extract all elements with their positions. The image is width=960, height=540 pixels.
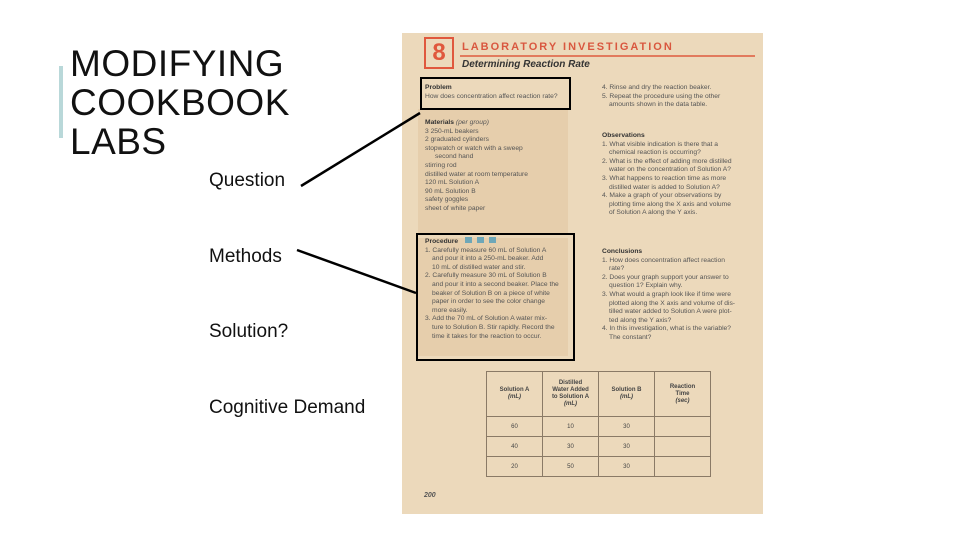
page-number: 200	[424, 492, 436, 499]
materials-item: distilled water at room temperature	[425, 170, 528, 178]
procedure-line: 2. Carefully measure 30 mL of Solution B	[425, 272, 547, 280]
conclusion-line: question 1? Explain why.	[609, 282, 683, 290]
title-line-2: COOKBOOK	[70, 82, 290, 123]
materials-item: sheet of white paper	[425, 204, 486, 212]
procedure-heading: Procedure	[425, 238, 459, 245]
procedure-line: beaker of Solution B on a piece of white	[432, 289, 550, 297]
table-header: Solution B (mL)	[599, 372, 655, 417]
conclusion-line: The constant?	[609, 333, 652, 341]
lab-subtitle: Determining Reaction Rate	[462, 59, 590, 70]
materials-qualifier: (per group)	[455, 119, 489, 126]
procedure-line: 1. Carefully measure 60 mL of Solution A	[425, 246, 547, 254]
table-cell: 50	[543, 457, 599, 477]
investigation-number: 8	[424, 37, 454, 69]
materials-item: stopwatch or watch with a sweep	[425, 144, 523, 152]
table-cell: 20	[487, 457, 543, 477]
title-line-1: MODIFYING	[70, 43, 285, 84]
conclusion-line: plotted along the X axis and volume of dis-	[609, 299, 736, 307]
table-cell: 60	[487, 417, 543, 437]
label-solution: Solution?	[209, 321, 289, 342]
procedure-line: and pour it into a 250-mL beaker. Add	[432, 255, 544, 263]
procedure-line: 10 mL of distilled water and stir.	[432, 263, 526, 271]
observation-line: water on the concentration of Solution A?	[609, 166, 731, 174]
table-header: Distilled Water Added to Solution A (mL)	[543, 372, 599, 417]
label-cognitive-demand: Cognitive Demand	[209, 397, 366, 418]
observation-line: 3. What happens to reaction time as more	[602, 174, 727, 182]
table-cell: 30	[599, 417, 655, 437]
materials-item: 3 250-mL beakers	[425, 127, 479, 135]
problem-heading: Problem	[425, 84, 452, 91]
conclusions-heading: Conclusions	[602, 248, 643, 255]
observation-line: 1. What visible indication is there that a	[602, 140, 718, 148]
procedure-line: and pour it into a second beaker. Place the	[432, 280, 559, 288]
label-methods: Methods	[209, 246, 282, 267]
table-cell: 40	[487, 437, 543, 457]
problem-text: How does concentration affect reaction rate?	[425, 92, 558, 100]
title-line-3: LABS	[70, 121, 167, 162]
observation-line: plotting time along the X axis and volume	[609, 200, 731, 208]
materials-item: stirring rod	[425, 161, 457, 169]
table-cell: 30	[599, 437, 655, 457]
materials-item: second hand	[435, 153, 474, 161]
table-cell: 30	[599, 457, 655, 477]
materials-item: 90 mL Solution B	[425, 187, 476, 195]
table-cell: 30	[543, 437, 599, 457]
procedure-line: paper in order to see the color change	[432, 298, 546, 306]
observation-line: distilled water is added to Solution A?	[609, 183, 720, 191]
observations-heading: Observations	[602, 132, 645, 139]
step-line: 4. Rinse and dry the reaction beaker.	[602, 84, 712, 91]
conclusion-line: 4. In this investigation, what is the variable?	[602, 325, 731, 333]
procedure-line: more easily.	[432, 306, 468, 314]
lab-header: LABORATORY INVESTIGATION	[462, 41, 674, 53]
observation-line: of Solution A along the Y axis.	[609, 209, 698, 217]
step-line: amounts shown in the data table.	[609, 101, 708, 109]
materials-item: safety goggles	[425, 196, 469, 204]
conclusion-line: 1. How does concentration affect reaction	[602, 256, 725, 264]
conclusion-line: tilled water added to Solution A were plot-	[609, 308, 732, 316]
materials-item: 120 mL Solution A	[425, 179, 480, 187]
label-question: Question	[209, 170, 286, 191]
step-line: 5. Repeat the procedure using the other	[602, 92, 721, 100]
conclusion-line: 3. What would a graph look like if time were	[602, 290, 731, 298]
conclusion-line: rate?	[609, 265, 625, 273]
procedure-line: ture to Solution B. Stir rapidly. Record the	[432, 323, 555, 331]
methods-connector-line	[297, 250, 416, 293]
table-header: Reaction Time (sec)	[655, 372, 711, 417]
table-header: Solution A (mL)	[487, 372, 543, 417]
materials-item: 2 graduated cylinders	[425, 136, 489, 144]
observation-line: 2. What is the effect of adding more distilled	[602, 157, 732, 165]
observation-line: 4. Make a graph of your observations by	[602, 192, 722, 200]
conclusion-line: 2. Does your graph support your answer to	[602, 273, 729, 281]
procedure-line: time it takes for the reaction to occur.	[432, 332, 542, 340]
procedure-line: 3. Add the 70 mL of Solution A water mix-	[425, 315, 548, 323]
table-cell: 10	[543, 417, 599, 437]
conclusion-line: ted along the Y axis?	[609, 316, 672, 324]
materials-heading: Materials	[425, 119, 454, 126]
question-connector-line	[301, 113, 420, 186]
observation-line: chemical reaction is occurring?	[609, 149, 701, 157]
